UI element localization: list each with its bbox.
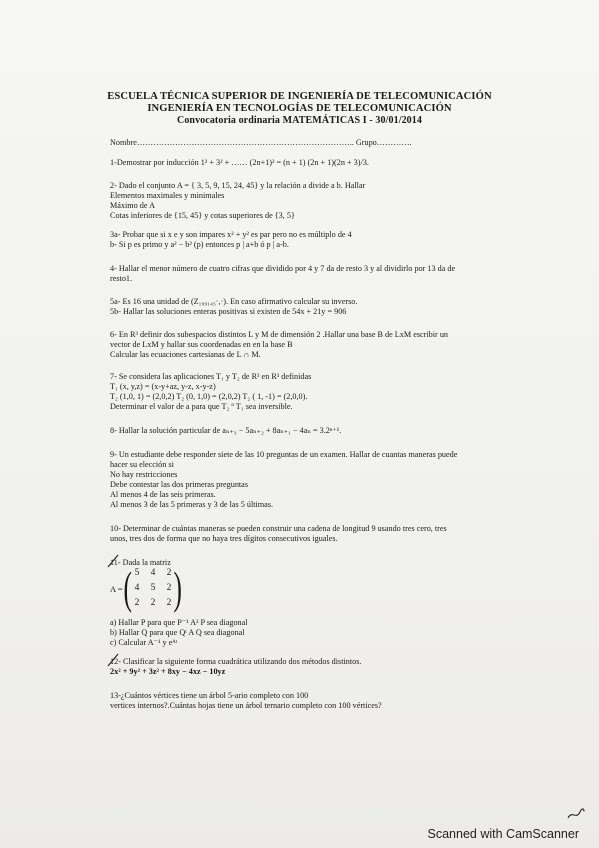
question-9-line: Debe contestar las dos primeras preguntas xyxy=(110,480,249,489)
question-6-line: Calcular las ecuaciones cartesianas de L ∩ M. xyxy=(110,350,261,359)
right-paren: ) xyxy=(173,562,182,613)
matrix-cells xyxy=(130,568,178,614)
matrix-cell: 2 xyxy=(166,598,172,608)
question-7 xyxy=(110,372,311,412)
matrix-cell: 2 xyxy=(134,598,140,608)
question-13 xyxy=(110,691,382,711)
question-10-line: 10- Determinar de cuántas maneras se pueden construir una cadena de longitud 9 usando tres cero, tres xyxy=(110,524,447,533)
question-9-line: hacer su elección si xyxy=(110,460,174,469)
question-4 xyxy=(110,264,455,284)
question-9-line: 9- Un estudiante debe responder siete de las 10 preguntas de un examen. Hallar de cuantas maneras puede xyxy=(110,450,458,459)
matrix-cell: 4 xyxy=(150,568,156,578)
question-9-line: Al menos 4 de las seis primeras. xyxy=(110,490,216,499)
matrix-cell: 4 xyxy=(134,583,140,593)
header-exam: Convocatoria ordinaria MATEMÁTICAS I - 30/01/2014 xyxy=(177,115,422,126)
question-2-line: Cotas inferiores de {15, 45} y cotas superiores de {3, 5} xyxy=(110,211,295,220)
question-11-part: a) Hallar P para que P⁻¹ A² P sea diagonal xyxy=(110,618,248,627)
matrix-cell: 5 xyxy=(134,568,140,578)
question-6 xyxy=(110,330,448,360)
question-2 xyxy=(110,181,365,221)
question-1: 1-Demostrar por inducción 1² + 3² + …… (2n+1)² = (n + 1) (2n + 1)(2n + 3)/3. xyxy=(110,158,369,167)
header-school: ESCUELA TÉCNICA SUPERIOR DE INGENIERÍA DE TELECOMUNICACIÓN xyxy=(107,91,492,102)
matrix-cell: 2 xyxy=(150,598,156,608)
question-11-part: c) Calcular A⁻¹ y eᴬᵗ xyxy=(110,638,178,647)
header-degree: INGENIERÍA EN TECNOLOGÍAS DE TELECOMUNICACIÓN xyxy=(147,103,452,114)
question-3-line: 3a- Probar que si x e y son impares x² + y² es par pero no es múltiplo de 4 xyxy=(110,230,352,239)
pen-scribble xyxy=(566,806,586,822)
matrix-cell: 2 xyxy=(166,583,172,593)
matrix-label: A = xyxy=(110,584,123,594)
question-4-line: 4- Hallar el menor número de cuatro cifras que dividido por 4 y 7 da de resto 3 y al dividirlo por 13 da de xyxy=(110,264,456,273)
left-paren: ( xyxy=(123,562,132,613)
question-5 xyxy=(110,297,357,317)
question-4-line: resto1. xyxy=(110,274,133,283)
question-3-line: b- Si p es primo y a² − b² (p) entonces p | a+b ó p | a-b. xyxy=(110,240,289,249)
question-3 xyxy=(110,230,352,250)
matrix-cell: 2 xyxy=(166,568,172,578)
question-7-line: T₁ (x, y,z) = (x-y+az, y-z, x-y-z) xyxy=(110,382,216,391)
question-13-line: 13-¿Cuántos vértices tiene un árbol 5-ario completo con 100 xyxy=(110,691,309,700)
question-7-line: Determinar el valor de a para que T₂ º T₁ sea inversible. xyxy=(110,402,293,411)
question-10-line: unos, tres dos de forma que no haya tres dígitos consecutivos iguales. xyxy=(110,534,338,543)
pen-mark-11 xyxy=(106,553,120,569)
matrix-cell: 5 xyxy=(150,583,156,593)
question-9 xyxy=(110,450,457,510)
question-5-line: 5a- Es 16 una unidad de (Z₁₉₉₁₄₅·,·). En caso afirmativo calcular su inverso. xyxy=(110,297,358,306)
question-5-line: 5b- Hallar las soluciones enteras positivas si existen de 54x + 21y = 906 xyxy=(110,307,347,316)
question-12-formula: 2x² + 9y² + 3z² + 8xy − 4xz − 10yz xyxy=(110,667,226,676)
question-7-line: T₂ (1,0, 1) = (2,0,2) T₂ (0, 1,0) = (2,0,2) T₂ ( 1, -1) = (2,0,0). xyxy=(110,392,308,401)
question-11-part: b) Hallar Q para que Qᵗ A Q sea diagonal xyxy=(110,628,245,637)
question-11-title: 11- Dada la matriz xyxy=(110,558,171,567)
question-2-line: Máximo de A xyxy=(110,201,156,210)
question-9-line: Al menos 3 de las 5 primeras y 3 de las 5 últimas. xyxy=(110,500,274,509)
question-6-line: 6- En R³ definir dos subespacios distintos L y M de dimensión 2 .Hallar una base B de LxM escribir un xyxy=(110,330,449,339)
question-13-line: vertices internos?.Cuántas hojas tiene un árbol ternario completo con 100 vértices? xyxy=(110,701,382,710)
question-12 xyxy=(110,657,361,677)
question-2-line: 2- Dado el conjunto A = { 3, 5, 9, 15, 24, 45} y la relación a divide a b. Hallar xyxy=(110,181,366,190)
question-8: 8- Hallar la solución particular de aₙ₊₃ − 5aₙ₊₂ + 8aₙ₊₁ − 4aₙ = 3.2ⁿ⁺¹. xyxy=(110,426,342,435)
question-12-line: 12- Clasificar la siguiente forma cuadrática utilizando dos métodos distintos. xyxy=(110,657,362,666)
question-7-line: 7- Se considera las aplicaciones T₁ y T₂ de R³ en R³ definidas xyxy=(110,372,312,381)
question-10 xyxy=(110,524,447,544)
question-11-parts xyxy=(110,618,248,648)
question-9-line: No hay restricciones xyxy=(110,470,178,479)
camscanner-watermark: Scanned with CamScanner xyxy=(427,827,579,841)
question-2-line: Elementos maximales y minimales xyxy=(110,191,225,200)
name-group-line: Nombre…………………………………………………………………….. Grupo…………. xyxy=(110,138,412,147)
question-6-line: vector de LxM y hallar sus coordenadas en en la base B xyxy=(110,340,293,349)
